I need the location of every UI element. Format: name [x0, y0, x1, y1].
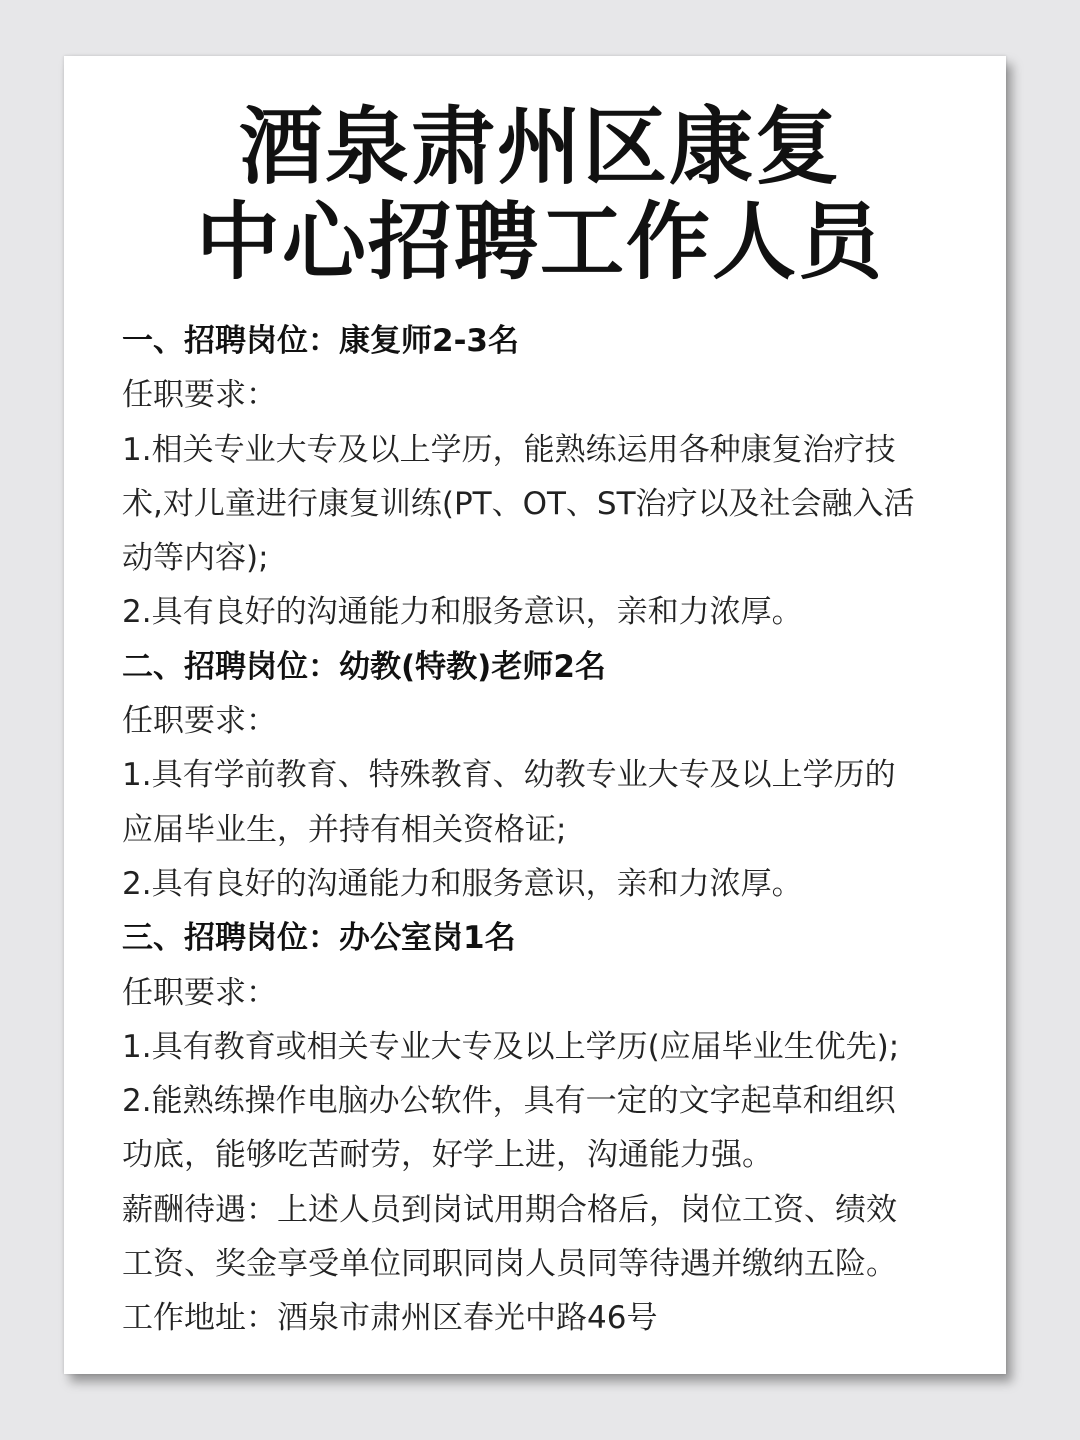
requirements-label: 任职要求：: [122, 377, 277, 414]
requirement-line: 2.具有良好的沟通能力和服务意识，亲和力浓厚。: [122, 865, 803, 902]
title-line-1: 酒泉肃州区康复: [238, 98, 841, 196]
job-listing: [122, 314, 972, 1346]
requirements-label: 任职要求：: [122, 974, 277, 1011]
section-heading-rehab-therapist: 一、招聘岗位：康复师2-3名: [122, 323, 520, 359]
requirement-line: 术,对儿童进行康复训练(PT、OT、ST治疗以及社会融入活: [122, 485, 915, 522]
section-heading-preschool-teacher: 二、招聘岗位：幼教(特教)老师2名: [122, 648, 606, 685]
requirement-line: 1.具有教育或相关专业大专及以上学历(应届毕业生优先);: [122, 1028, 900, 1065]
salary-line: 工资、奖金享受单位同职同岗人员同等待遇并缴纳五险。: [122, 1246, 897, 1283]
requirement-line: 2.能熟练操作电脑办公软件，具有一定的文字起草和组织: [122, 1083, 896, 1120]
work-address: 工作地址：酒泉市肃州区春光中路46号: [122, 1300, 658, 1337]
requirement-line: 动等内容);: [122, 540, 269, 577]
requirement-line: 1.具有学前教育、特殊教育、幼教专业大专及以上学历的: [122, 757, 896, 794]
requirement-line: 2.具有良好的沟通能力和服务意识，亲和力浓厚。: [122, 594, 803, 631]
requirement-line: 应届毕业生，并持有相关资格证;: [122, 811, 567, 848]
section-heading-office-staff: 三、招聘岗位：办公室岗1名: [122, 920, 516, 957]
requirement-line: 1.相关专业大专及以上学历，能熟练运用各种康复治疗技: [122, 431, 896, 468]
title-line-2: 中心招聘工作人员: [195, 193, 884, 291]
page-title: [0, 100, 1080, 290]
requirements-label: 任职要求：: [122, 703, 277, 740]
salary-line: 薪酬待遇：上述人员到岗试用期合格后，岗位工资、绩效: [122, 1191, 897, 1228]
requirement-line: 功底，能够吃苦耐劳，好学上进，沟通能力强。: [122, 1137, 773, 1174]
